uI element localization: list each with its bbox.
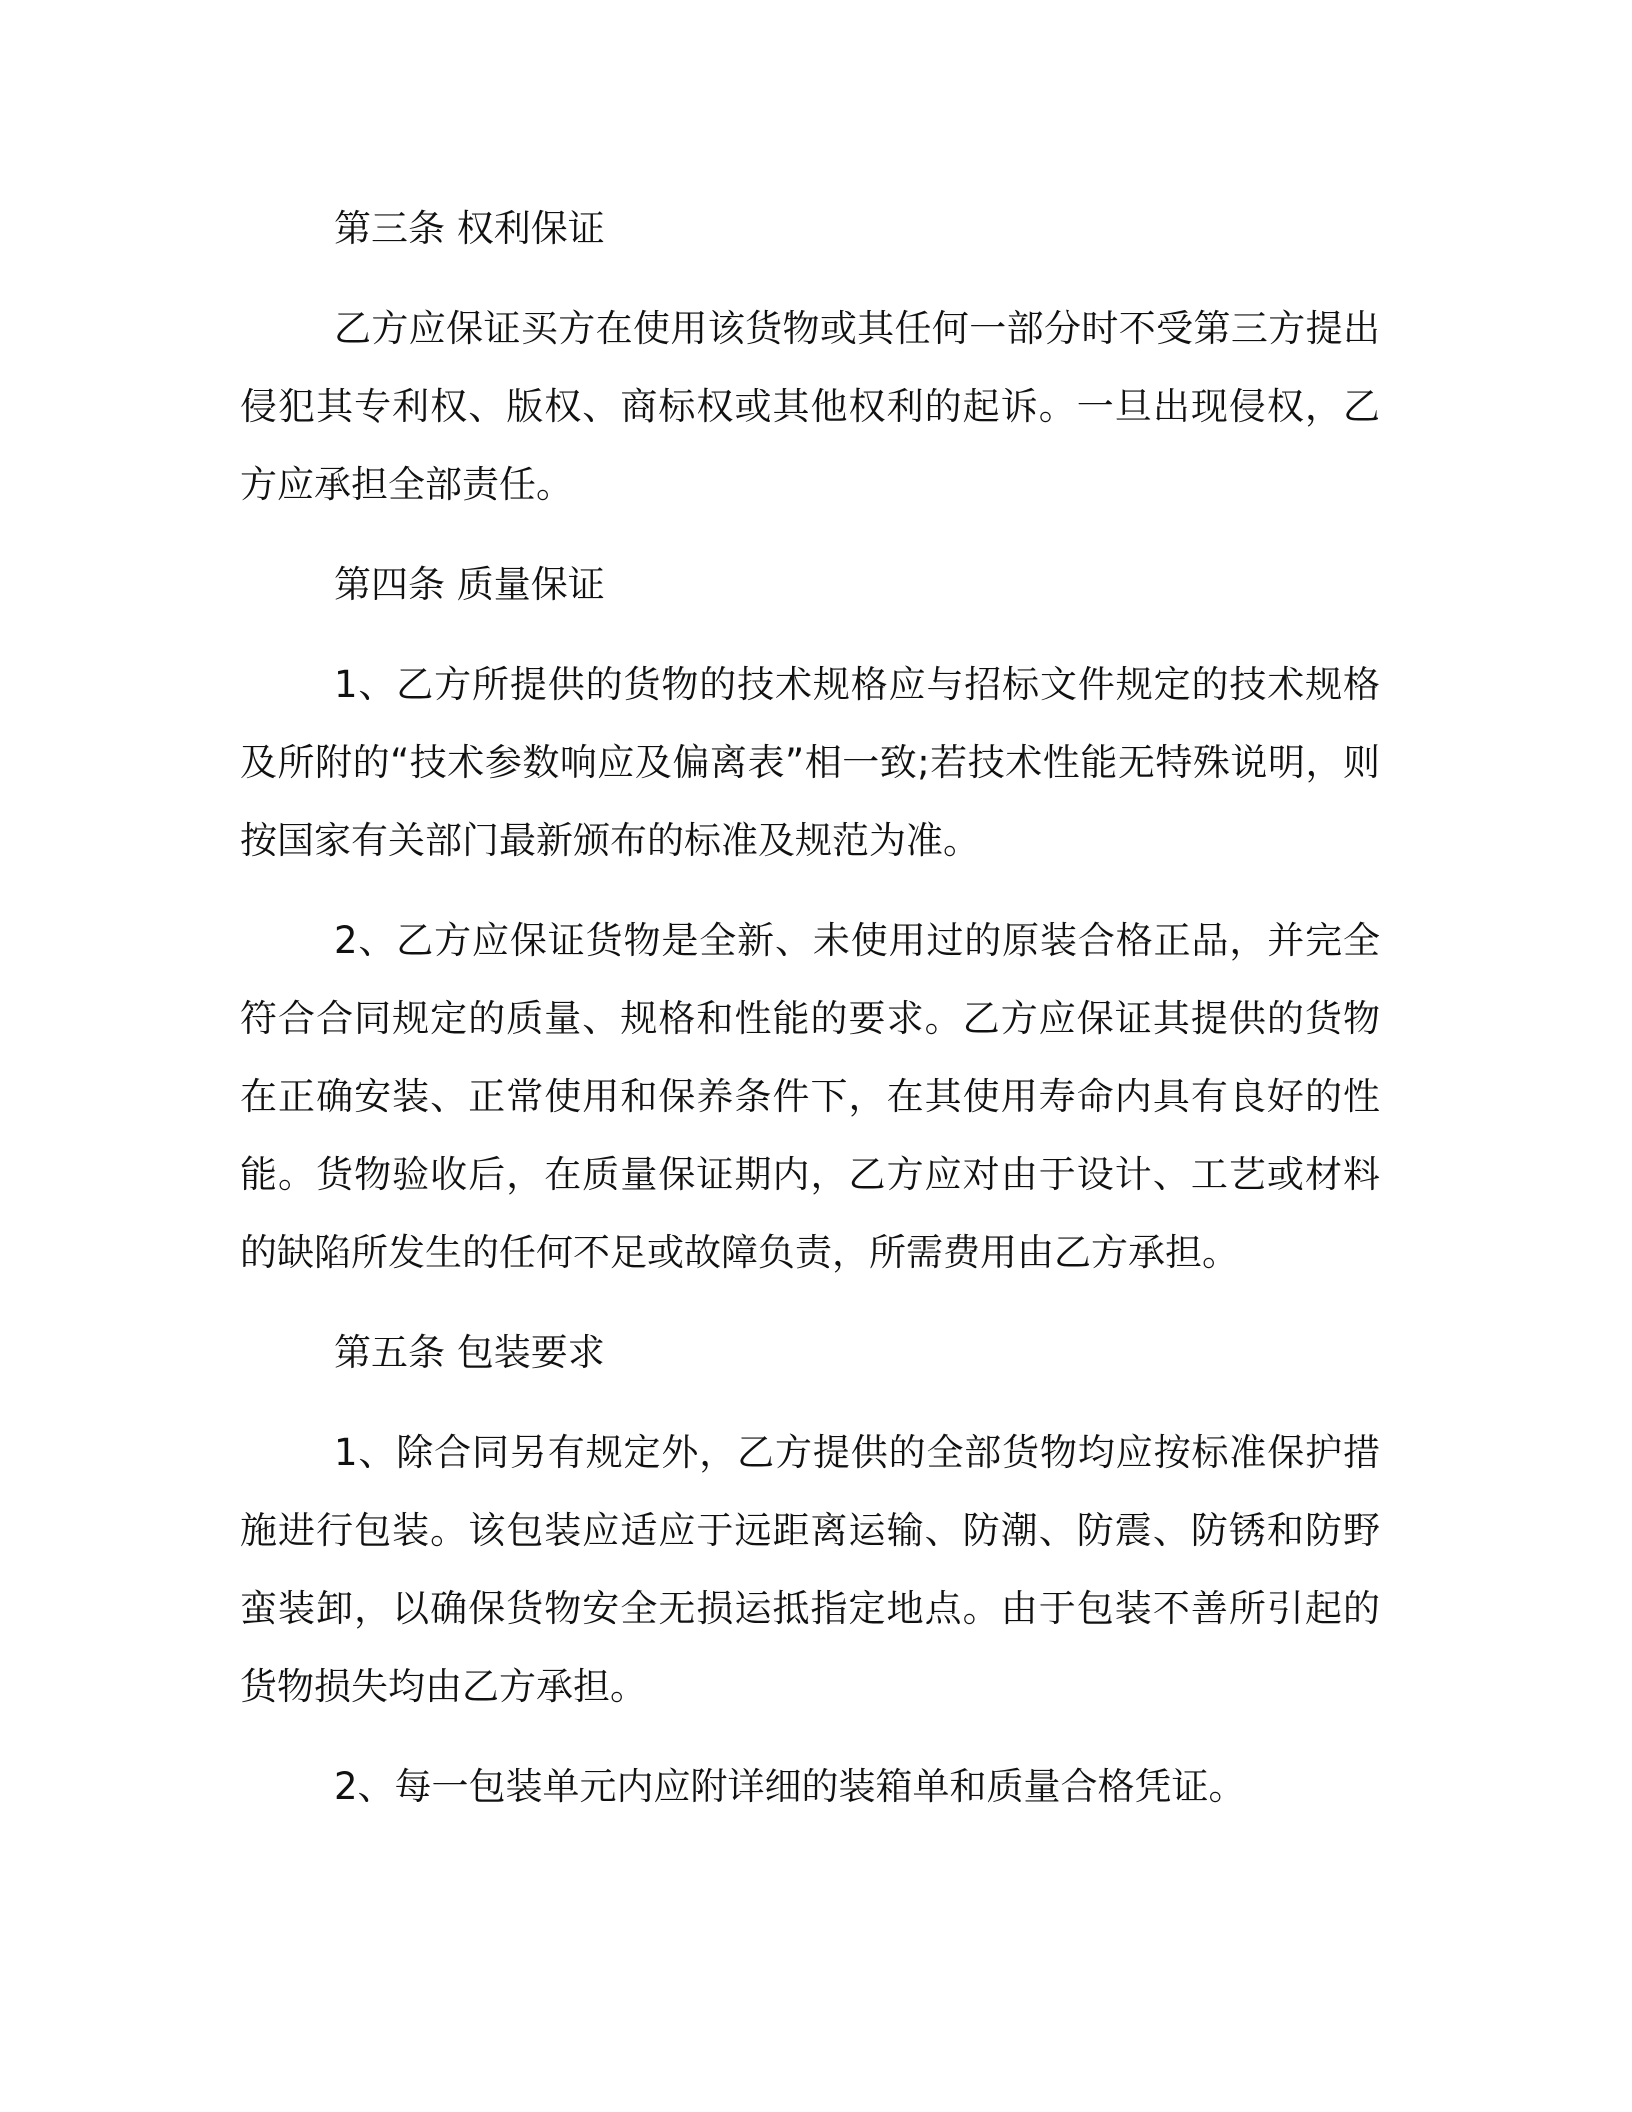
paragraph-packaging-2: 2、每一包装单元内应附详细的装箱单和质量合格凭证。 — [334, 1765, 1246, 1808]
paragraph-quality-2: 2、乙方应保证货物是全新、未使用过的原装合格正品，并完全符合合同规定的质量、规格和性能的要求。乙方应保证其提供的货物在正确安装、正常使用和保养条件下，在其使用寿命内具有良好的性能。货物验收后，在质量保证期内，乙方应对由于设计、工艺或材料的缺陷所发生的任何不足或故障负责，所需费用由乙方承担。 — [240, 919, 1380, 1274]
section-heading-article-5: 第五条 包装要求 — [334, 1331, 605, 1374]
paragraph-quality-1: 1、乙方所提供的货物的技术规格应与招标文件规定的技术规格及所附的“技术参数响应及偏离表”相一致;若技术性能无特殊说明，则按国家有关部门最新颁布的标准及规范为准。 — [240, 663, 1380, 862]
paragraph-rights-guarantee: 乙方应保证买方在使用该货物或其任何一部分时不受第三方提出侵犯其专利权、版权、商标权或其他权利的起诉。一旦出现侵权，乙方应承担全部责任。 — [240, 307, 1380, 506]
paragraph-packaging-1: 1、除合同另有规定外，乙方提供的全部货物均应按标准保护措施进行包装。该包装应适应于远距离运输、防潮、防震、防锈和防野蛮装卸，以确保货物安全无损运抵指定地点。由于包装不善所引起的货物损失均由乙方承担。 — [240, 1431, 1380, 1708]
section-heading-article-3: 第三条 权利保证 — [334, 207, 605, 250]
section-heading-article-4: 第四条 质量保证 — [334, 563, 605, 606]
document-page — [240, 190, 1380, 1848]
